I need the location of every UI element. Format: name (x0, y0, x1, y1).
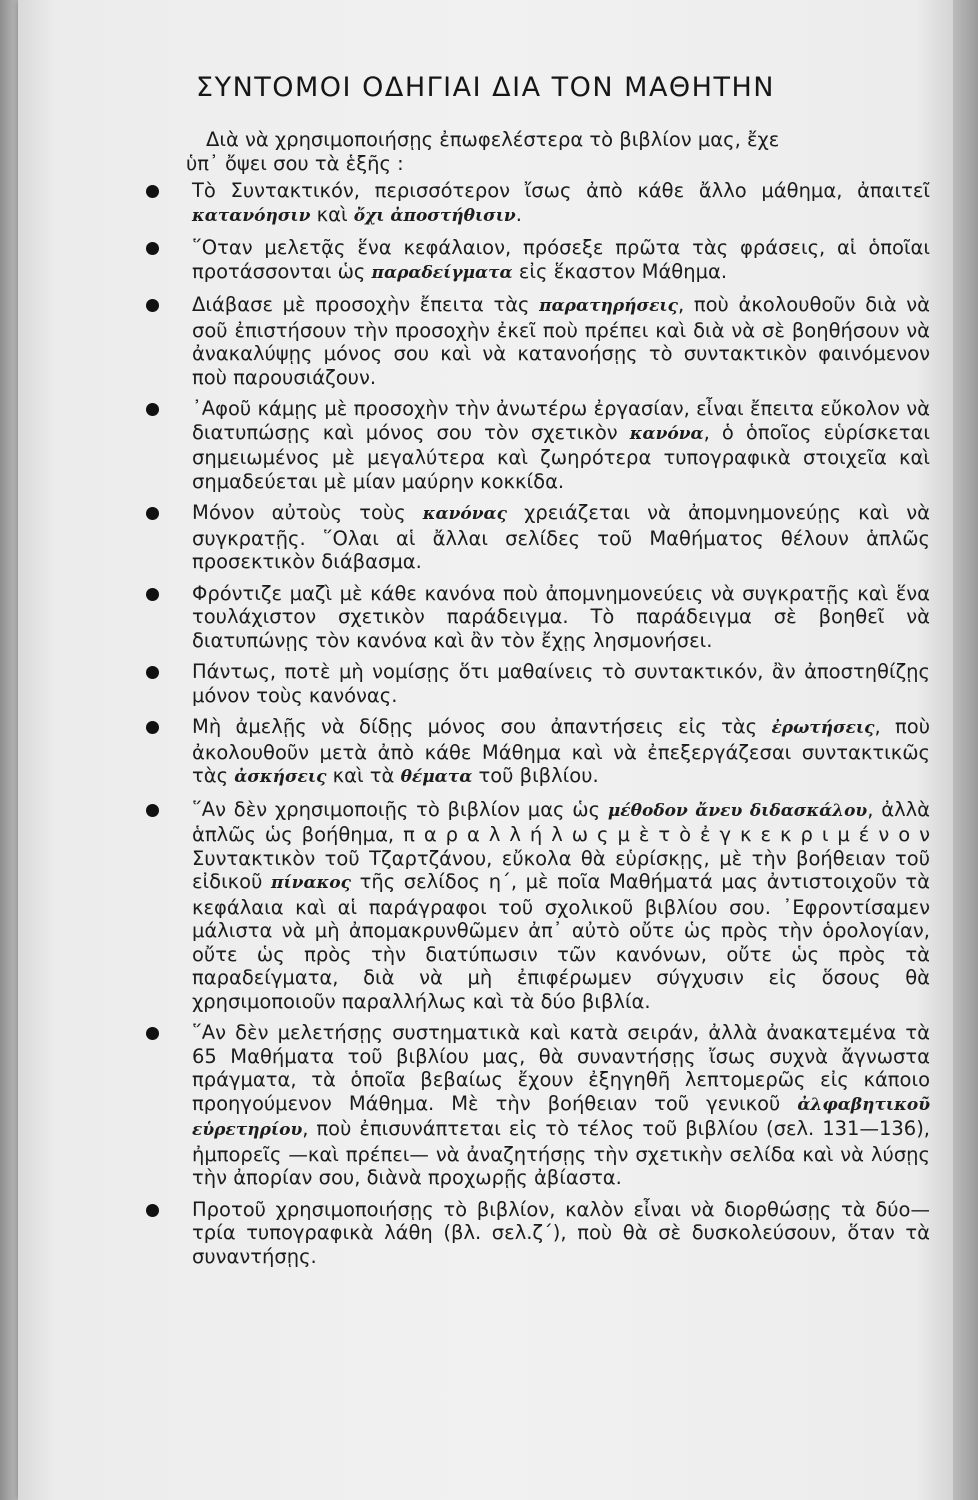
instruction-item: ῞Αν δὲν μελετήσῃς συστηματικὰ καὶ κατὰ σειράν, ἀλλὰ ἀνακατεμένα τὰ 65 Μαθήματα τοῦ βιβλίου μας, θὰ συναντήσῃς ἴσως συχνὰ ἄγνωστα πράγματα, τὰ ὁποῖα βεβαίως ἔχουν ἐξηγηθῆ λεπτομερῶς εἰς κάποιο προηγούμενον Μάθημα. Μὲ τὴν βοήθειαν τοῦ γενικοῦ ἀλφαβητικοῦ εὑρετηρίου, ποὺ ἐπισυνάπτεται εἰς τὸ τέλος τοῦ βιβλίου (σελ. 131—136), ἠμπορεῖς —καὶ πρέπει— νὰ ἀναζητήσῃς τὴν σχετικὴν σελίδα καὶ νὰ λύσῃς τὴν ἀπορίαν σου, διὰνὰ προχωρῇς ἀβίαστα. (120, 1021, 930, 1190)
instruction-item: Φρόντιζε μαζὶ μὲ κάθε κανόνα ποὺ ἀπομνημονεύεις νὰ συγκρατῇς καὶ ἕνα τουλάχιστον σχετικὸν παράδειγμα. Τὸ παράδειγμα σὲ βοηθεῖ νὰ διατυπώνῃς τὸν κανόνα καὶ ἂν τὸν ἔχῃς λησμονήσει. (120, 582, 930, 653)
emphasis-term: ὄχι ἀποστήθισιν (353, 205, 516, 226)
bullet-dot-icon (146, 588, 159, 601)
instruction-item: ᾿Αφοῦ κάμῃς μὲ προσοχὴν τὴν ἀνωτέρω ἐργασίαν, εἶναι ἔπειτα εὔκολον νὰ διατυπώσῃς καὶ μόνος σου τὸν σχετικὸν κανόνα, ὁ ὁποῖος εὑρίσκεται σημειωμένος μὲ μεγαλύτερα καὶ ζωηρότερα τυπογραφικὰ στοιχεῖα καὶ σημαδεύεται μὲ μίαν μαύρην κοκκίδα. (120, 397, 930, 493)
intro-paragraph (120, 128, 930, 175)
emphasis-term: ἀσκήσεις (234, 767, 327, 787)
bullet-dot-icon (146, 242, 159, 255)
emphasis-term: ἐρωτήσεις (771, 718, 875, 738)
page-stack-edge (953, 0, 978, 1500)
bullet-dot-icon (146, 1027, 159, 1040)
instruction-item: Διάβασε μὲ προσοχὴν ἔπειτα τὰς παρατηρήσεις, ποὺ ἀκολουθοῦν διὰ νὰ σοῦ ἐπιστήσουν τὴν προσοχὴν ἐκεῖ ποὺ πρέπει καὶ διὰ νὰ σὲ βοηθήσουν νὰ ἀνακαλύψῃς μόνος σου καὶ νὰ κατανοήσῃς τὸ συντακτικὸν φαινόμενον ποὺ παρουσιάζουν. (120, 293, 930, 389)
emphasis-term: κανόνας (422, 504, 507, 524)
emphasis-term: πίνακος (271, 873, 351, 893)
intro-line-2: ὑπ᾽ ὄψει σου τὰ ἑξῆς : (186, 151, 404, 175)
emphasis-term: παρατηρήσεις (539, 296, 678, 316)
instructions-body (120, 128, 930, 1276)
bullet-dot-icon (146, 1204, 159, 1217)
instruction-item: Μὴ ἀμελῇς νὰ δίδῃς μόνος σου ἀπαντήσεις εἰς τὰς ἐρωτήσεις, ποὺ ἀκολουθοῦν μετὰ ἀπὸ κάθε Μάθημα καὶ νὰ ἐπεξεργάζεσαι συντακτικῶς τὰς ἀσκήσεις καὶ τὰ θέματα τοῦ βιβλίου. (120, 715, 930, 790)
instruction-item: Προτοῦ χρησιμοποιήσῃς τὸ βιβλίον, καλὸν εἶναι νὰ διορθώσῃς τὰ δύο—τρία τυπογραφικὰ λάθη (βλ. σελ.ζ΄), ποὺ θὰ σὲ δυσκολεύσουν, ὅταν τὰ συναντήσῃς. (120, 1198, 930, 1269)
intro-line-1: Διὰ νὰ χρησιμοποιήσῃς ἐπωφελέστερα τὸ βιβλίον μας, ἔχε (206, 128, 780, 151)
emphasis-term: κανόνα (629, 423, 704, 444)
instruction-item: Πάντως, ποτὲ μὴ νομίσῃς ὅτι μαθαίνεις τὸ συντακτικόν, ἂν ἀποστηθίζῃς μόνον τοὺς κανόνας. (120, 660, 930, 707)
bullet-dot-icon (146, 666, 159, 679)
instruction-item: ῞Αν δὲν χρησιμοποιῇς τὸ βιβλίον μας ὡς μέθοδον ἄνευ διδασκάλου, ἀλλὰ ἁπλῶς ὡς βοήθημα, π α ρ α λ λ ή λ ω ς μ ὲ τ ὸ ἐ γ κ ε κ ρ ι μ έ ν ο ν Συντακτικὸν τοῦ Τζαρτζάνου, εὔκολα θὰ εὑρίσκῃς, μὲ τὴν βοήθειαν τοῦ εἰδικοῦ πίνακος τῆς σελίδος η΄, μὲ ποῖα Μαθήματά μας ἀντιστοιχοῦν τὰ κεφάλαια καὶ αἱ παράγραφοι τοῦ σχολικοῦ βιβλίου σου. ᾿Εφροντίσαμεν μάλιστα νὰ μὴ ἀπομακρυνθῶμεν ἀπ᾽ αὐτὸ οὔτε ὡς πρὸς τὴν ὁρολογίαν, οὔτε ὡς πρὸς τὴν διατύπωσιν τῶν κανόνων, οὔτε ὡς πρὸς τὰ παραδείγματα, διὰ νὰ μὴ ἐπιφέρωμεν σύγχυσιν εἰς ὅσους θὰ χρησιμοποιοῦν παραλλήλως καὶ τὰ δύο βιβλία. (120, 798, 930, 1014)
bullet-dot-icon (146, 403, 159, 416)
instruction-item: Τὸ Συντακτικόν, περισσότερον ἴσως ἀπὸ κάθε ἄλλο μάθημα, ἀπαιτεῖ κατανόησιν καὶ ὄχι ἀποστήθισιν. (120, 179, 930, 228)
book-spine-edge (0, 0, 18, 1500)
bullet-dot-icon (146, 507, 159, 520)
bullet-dot-icon (146, 804, 159, 817)
page-title: ΣΥΝΤΟΜΟΙ ΟΔΗΓΙΑΙ ΔΙΑ ΤΟΝ ΜΑΘΗΤΗΝ (196, 72, 775, 103)
bullet-dot-icon (146, 721, 159, 734)
emphasis-term: ἀλφαβητικοῦ εὑρετηρίου (192, 1094, 930, 1140)
emphasis-term: κατανόησιν (192, 205, 311, 226)
instruction-item: ῞Οταν μελετᾷς ἕνα κεφάλαιον, πρόσεξε πρῶτα τὰς φράσεις, αἱ ὁποῖαι προτάσσονται ὡς παραδείγματα εἰς ἕκαστον Μάθημα. (120, 236, 930, 285)
emphasis-term: θέματα (400, 767, 473, 787)
bullet-dot-icon (146, 299, 159, 312)
bullet-dot-icon (146, 185, 159, 198)
emphasis-term: παραδείγματα (371, 262, 513, 283)
emphasis-term: μέθοδον ἄνευ διδασκάλου (607, 800, 868, 821)
instruction-item: Μόνον αὐτοὺς τοὺς κανόνας χρειάζεται νὰ ἀπομνημονεύῃς καὶ νὰ συγκρατῇς. ῞Ολαι αἱ ἄλλαι σελίδες τοῦ Μαθήματος θέλουν ἁπλῶς προσεκτικὸν διάβασμα. (120, 501, 930, 574)
